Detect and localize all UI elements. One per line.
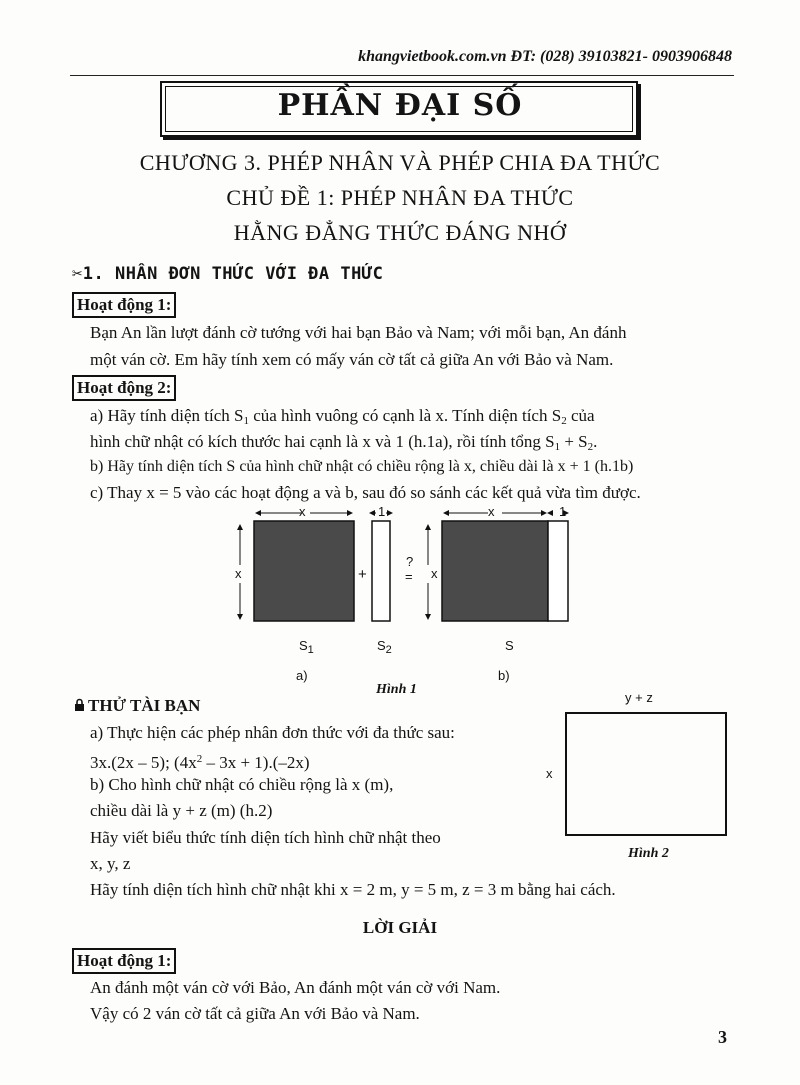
section-title: 1. NHÂN ĐƠN THỨC VỚI ĐA THỨC [82,264,384,284]
rect-s-strip [548,521,568,621]
page-header: khangvietbook.com.vn ĐT: (028) 39103821- 0903906848 [358,48,732,65]
activity-2-line-b: b) Hãy tính diện tích S của hình chữ nhật có chiều rộng là x, chiều dài là x + 1 (h.1b) [90,458,634,475]
solution-line: An đánh một ván cờ với Bảo, An đánh một ván cờ với Nam. [90,978,501,997]
try-heading: THỬ TÀI BẠN [74,696,200,716]
try-line-b2: chiều dài là y + z (m) (h.2) [90,801,273,820]
solution-title: LỜI GIẢI [362,918,438,937]
fig1-label-one-b: 1 [559,504,567,519]
fig1-label-one-a: 1 [378,504,386,519]
topic-subtitle: HẰNG ĐẲNG THỨC ĐÁNG NHỚ [233,220,567,245]
fig1-equals: = [405,569,413,584]
scissors-icon: ✂ [72,264,83,284]
fig2-top-label: y + z [625,690,653,705]
fig1-part-a: a) [296,668,308,683]
activity-1-line: một ván cờ. Em hãy tính xem có mấy ván cờ tất cả giữa An với Bảo và Nam. [90,350,614,369]
fig1-label-s1: $S_1$ [299,638,314,656]
page-title: PHẦN ĐẠI SỐ [277,88,523,123]
fig2-caption: Hình 2 [628,846,669,861]
try-line-a: a) Thực hiện các phép nhân đơn thức với đa thức sau: [90,723,455,742]
page-number: 3 [718,1027,727,1047]
activity-2-line-c: c) Thay x = 5 vào các hoạt động a và b, sau đó so sánh các kết quả vừa tìm được. [90,483,641,502]
fig1-label-x-side-b: x [431,566,438,581]
fig1-label-x-side-a: x [235,566,242,581]
try-expression: 3x.(2x – 5); $(4x^2 - 3x + 1).(-2x)$ [90,753,310,772]
try-line-b4: x, y, z [90,854,131,873]
chapter-title: CHƯƠNG 3. PHÉP NHÂN VÀ PHÉP CHIA ĐA THỨC [139,150,661,175]
fig1-label-x-top-b: x [488,504,495,519]
activity-1-heading: Hoạt động 1: [72,292,176,318]
activity-2-line-a2: hình chữ nhật có kích thước hai cạnh là x và 1 (h.1a), rồi tính tổng $S_1 + S_2$. [90,432,598,453]
activity-2-line-a1: a) Hãy tính diện tích $S_1$ của hình vuông có cạnh là x. Tính diện tích $S_2$ của [90,406,595,427]
activity-1-line: Bạn An lần lượt đánh cờ tướng với hai bạn Bảo và Nam; với mỗi bạn, An đánh [90,323,627,342]
figure-2-rectangle [565,712,727,836]
header-rule [70,75,734,76]
section-heading [72,264,383,284]
fig1-label-s2: $S_2$ [377,638,392,656]
fig1-plus: + [358,566,367,583]
topic-title: CHỦ ĐỀ 1: PHÉP NHÂN ĐA THỨC [226,185,574,210]
fig1-caption: Hình 1 [376,682,417,697]
fig1-part-b: b) [498,668,510,683]
square-s1 [254,521,354,621]
fig2-side-label: x [546,766,553,781]
try-line-b3: Hãy viết biểu thức tính diện tích hình chữ nhật theo [90,828,441,847]
try-line-b1: b) Cho hình chữ nhật có chiều rộng là x (m), [90,775,394,794]
solution-activity-1-heading: Hoạt động 1: [72,948,176,974]
activity-2-heading: Hoạt động 2: [72,375,176,401]
lock-icon [74,698,85,712]
solution-line: Vậy có 2 ván cờ tất cả giữa An với Bảo và Nam. [90,1004,420,1023]
try-line-b5: Hãy tính diện tích hình chữ nhật khi x = 2 m, y = 5 m, z = 3 m bằng hai cách. [90,880,616,899]
fig1-label-x-top-a: x [299,504,306,519]
rect-s2 [372,521,390,621]
fig1-question: ? [406,554,414,569]
figure-1 [220,505,600,675]
fig1-label-s: S [505,638,514,653]
rect-s [442,521,548,621]
